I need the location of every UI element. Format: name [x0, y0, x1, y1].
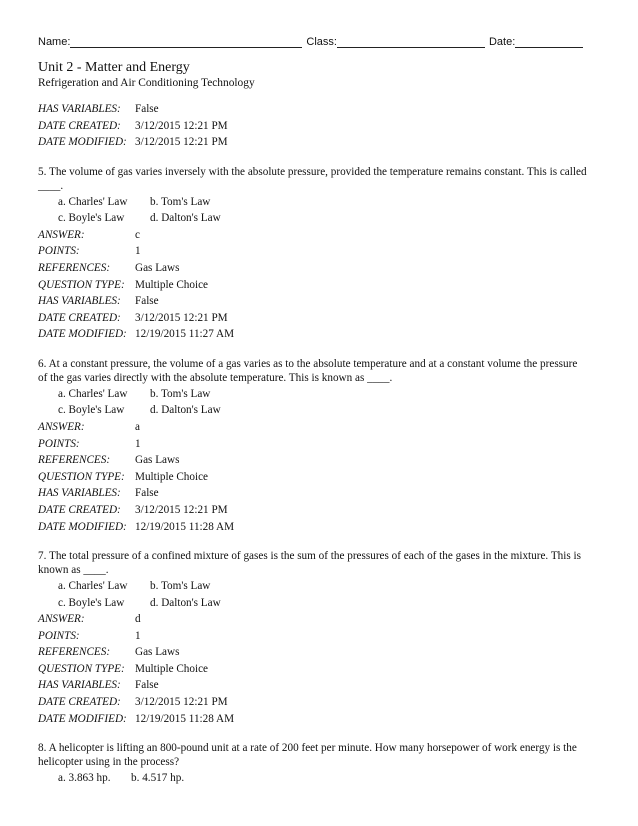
- choice-row: [58, 210, 608, 227]
- references-value: Gas Laws: [135, 646, 180, 659]
- worksheet-content: [38, 60, 608, 787]
- meta-row-date-modified: [38, 326, 608, 343]
- question-type-label: QUESTION TYPE:: [38, 470, 125, 483]
- meta-row-date-modified: [38, 519, 608, 536]
- choice-row: [58, 194, 608, 211]
- points-value: 1: [135, 629, 141, 642]
- choice-c: c. Boyle's Law: [58, 596, 125, 609]
- meta-row-points: [38, 436, 608, 453]
- choice-a: a. Charles' Law: [58, 580, 128, 593]
- date-modified-value: 12/19/2015 11:28 AM: [135, 712, 235, 725]
- date-modified-value: 12/19/2015 11:28 AM: [135, 520, 235, 533]
- has-variables-value: False: [135, 103, 159, 115]
- choice-row: [58, 402, 608, 419]
- choice-c: c. Boyle's Law: [58, 404, 125, 417]
- meta-row-question-type: [38, 469, 608, 486]
- choice-a: a. Charles' Law: [58, 387, 128, 400]
- has-variables-label: HAS VARIABLES:: [38, 103, 121, 115]
- meta-row-date-created: [38, 310, 608, 327]
- answer-value: d: [135, 613, 141, 626]
- meta-row-date-modified: [38, 134, 608, 151]
- choice-d: d. Dalton's Law: [150, 404, 221, 417]
- choice-row: [58, 578, 608, 595]
- points-label: POINTS:: [38, 245, 80, 258]
- choice-b: b. Tom's Law: [150, 387, 211, 400]
- meta-row-references: [38, 260, 608, 277]
- question-type-value: Multiple Choice: [135, 278, 209, 291]
- references-value: Gas Laws: [135, 261, 180, 274]
- question-block: [38, 549, 608, 727]
- date-modified-label: DATE MODIFIED:: [38, 520, 127, 533]
- choice-row: [58, 386, 608, 403]
- choice-b: b. Tom's Law: [150, 195, 211, 208]
- answer-label: ANSWER:: [38, 228, 85, 241]
- question-text-line: 7. The total pressure of a confined mixture of gases is the sum of the pressures of each of the gases in the mixture. This is: [38, 550, 581, 563]
- answer-choices: [38, 386, 608, 419]
- points-value: 1: [135, 245, 141, 258]
- choice-d: d. Dalton's Law: [150, 596, 221, 609]
- points-label: POINTS:: [38, 437, 80, 450]
- meta-row-has-variables: [38, 485, 608, 502]
- meta-row-date-modified: [38, 711, 608, 728]
- meta-row-references: [38, 644, 608, 661]
- question-text-line: helicopter using in the process?: [38, 756, 180, 769]
- answer-label: ANSWER:: [38, 420, 85, 433]
- date-created-value: 3/12/2015 12:21 PM: [135, 696, 228, 709]
- meta-row-answer: [38, 227, 608, 244]
- choice-row: [58, 770, 608, 787]
- question-text-line: of the gas varies directly with the absolute temperature. This is known as ____.: [38, 371, 393, 384]
- question-text-line: 8. A helicopter is lifting an 800-pound unit at a rate of 200 feet per minute. How many horsepower of work energy is the: [38, 742, 577, 755]
- date-label: Date:: [488, 36, 516, 48]
- unit-title: Unit 2 - Matter and Energy: [38, 60, 190, 75]
- date-modified-label: DATE MODIFIED:: [38, 328, 127, 341]
- has-variables-label: HAS VARIABLES:: [38, 487, 121, 500]
- references-label: REFERENCES:: [38, 646, 111, 659]
- references-label: REFERENCES:: [38, 261, 111, 274]
- meta-row-question-type: [38, 661, 608, 678]
- question-block: [38, 357, 608, 535]
- meta-row-points: [38, 243, 608, 260]
- has-variables-value: False: [135, 679, 159, 692]
- question-text-line: 6. At a constant pressure, the volume of a gas varies as to the absolute temperature and at a constant volume the pressure: [38, 357, 578, 370]
- question-text: [38, 165, 608, 193]
- meta-row-has-variables: [38, 293, 608, 310]
- references-label: REFERENCES:: [38, 454, 111, 467]
- question-text: [38, 741, 608, 769]
- choice-row: [58, 595, 608, 612]
- meta-row-date-created: [38, 502, 608, 519]
- question-type-label: QUESTION TYPE:: [38, 278, 125, 291]
- answer-choices: [38, 578, 608, 611]
- meta-row-points: [38, 628, 608, 645]
- points-value: 1: [135, 437, 141, 450]
- answer-value: c: [135, 228, 140, 241]
- answer-value: a: [135, 420, 140, 433]
- question-text: [38, 549, 608, 577]
- student-info-line: [38, 36, 602, 48]
- date-blank[interactable]: [515, 36, 583, 48]
- choice-b: b. 4.517 hp.: [131, 772, 185, 785]
- name-label: Name:: [38, 36, 71, 48]
- choice-b: b. Tom's Law: [150, 580, 211, 593]
- question-block: [38, 165, 608, 343]
- date-created-value: 3/12/2015 12:21 PM: [135, 503, 228, 516]
- meta-row-date-created: [38, 118, 608, 135]
- references-value: Gas Laws: [135, 454, 180, 467]
- points-label: POINTS:: [38, 629, 80, 642]
- choice-a: a. Charles' Law: [58, 195, 128, 208]
- choice-c: c. Boyle's Law: [58, 212, 125, 225]
- has-variables-label: HAS VARIABLES:: [38, 679, 121, 692]
- date-created-label: DATE CREATED:: [38, 311, 121, 324]
- choice-a: a. 3.863 hp.: [58, 772, 111, 785]
- meta-row-answer: [38, 419, 608, 436]
- date-created-label: DATE CREATED:: [38, 119, 121, 132]
- date-created-value: 3/12/2015 12:21 PM: [135, 119, 228, 132]
- class-blank[interactable]: [337, 36, 485, 48]
- meta-row-answer: [38, 611, 608, 628]
- has-variables-value: False: [135, 295, 159, 308]
- answer-choices: [38, 770, 608, 787]
- date-modified-label: DATE MODIFIED:: [38, 712, 127, 725]
- meta-row-question-type: [38, 277, 608, 294]
- previous-question-tail: [38, 101, 608, 151]
- question-type-value: Multiple Choice: [135, 470, 209, 483]
- choice-d: d. Dalton's Law: [150, 212, 221, 225]
- meta-row-date-created: [38, 694, 608, 711]
- date-created-label: DATE CREATED:: [38, 503, 121, 516]
- date-modified-value: 3/12/2015 12:21 PM: [135, 136, 228, 149]
- question-text: [38, 357, 608, 385]
- date-created-value: 3/12/2015 12:21 PM: [135, 311, 228, 324]
- question-text-line: known as ____.: [38, 564, 109, 577]
- question-type-label: QUESTION TYPE:: [38, 662, 125, 675]
- date-created-label: DATE CREATED:: [38, 696, 121, 709]
- meta-row-has-variables: [38, 677, 608, 694]
- meta-row-references: [38, 452, 608, 469]
- date-modified-value: 12/19/2015 11:27 AM: [135, 328, 235, 341]
- question-text-line: 5. The volume of gas varies inversely with the absolute pressure, provided the temperature remains constant. This is called: [38, 165, 587, 178]
- meta-row-has-variables: [38, 101, 608, 118]
- question-block: [38, 741, 608, 787]
- course-subtitle: Refrigeration and Air Conditioning Technology: [38, 77, 255, 89]
- answer-label: ANSWER:: [38, 613, 85, 626]
- has-variables-value: False: [135, 487, 159, 500]
- name-blank[interactable]: [70, 36, 302, 48]
- has-variables-label: HAS VARIABLES:: [38, 295, 121, 308]
- date-modified-label: DATE MODIFIED:: [38, 136, 127, 149]
- answer-choices: [38, 194, 608, 227]
- question-text-line: ____.: [38, 179, 64, 192]
- question-type-value: Multiple Choice: [135, 662, 209, 675]
- class-label: Class:: [306, 36, 337, 48]
